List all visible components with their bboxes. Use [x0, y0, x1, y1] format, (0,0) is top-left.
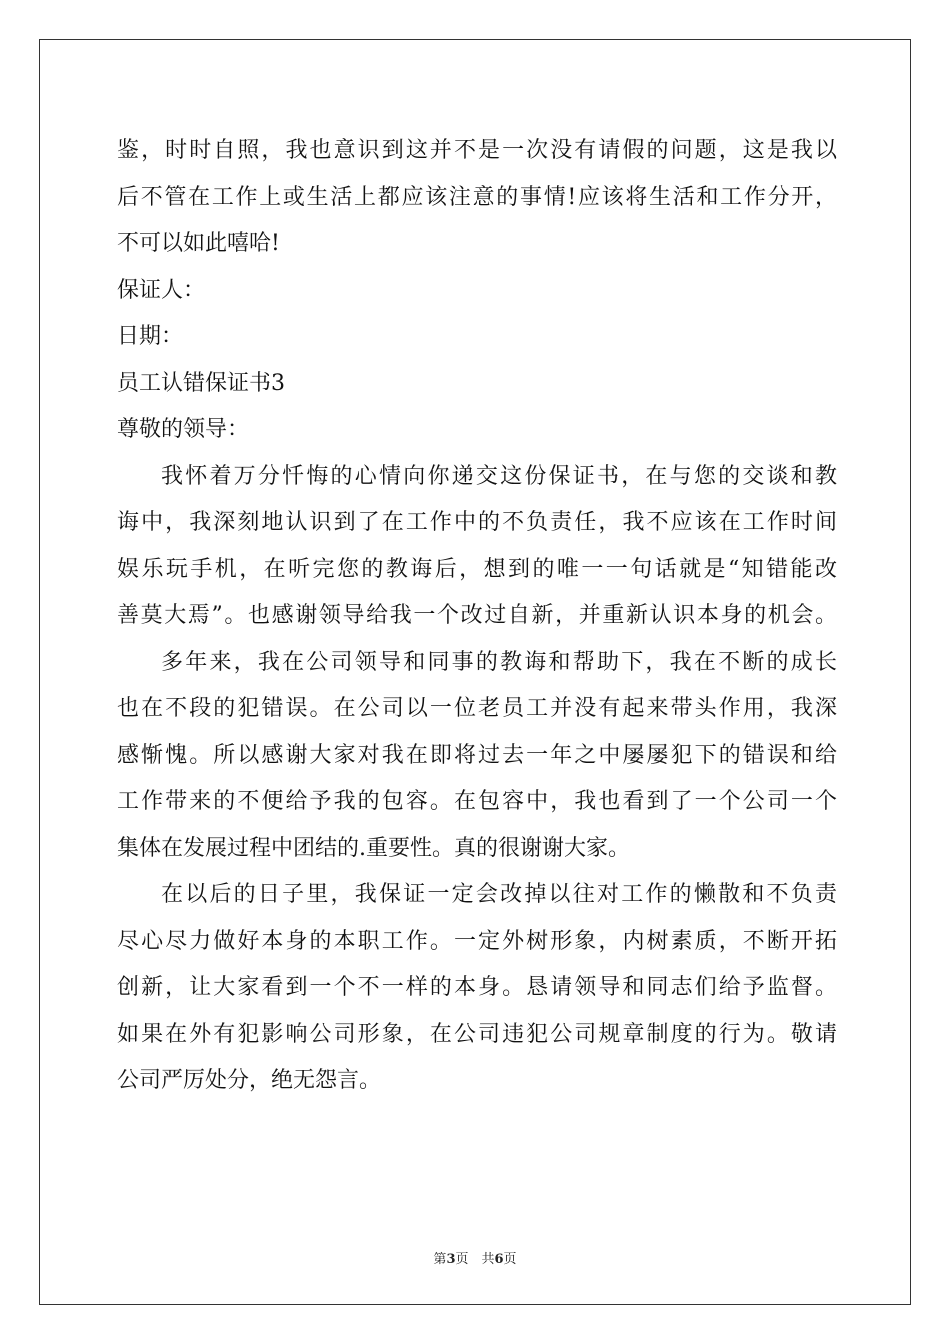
- text-line: 娱乐玩手机，在听完您的教诲后，想到的唯一一句话就是“知错能改: [117, 556, 837, 582]
- text-line: 善莫大焉”。也感谢领导给我一个改过自新，并重新认识本身的机会。: [117, 603, 837, 628]
- text-line: 保证人：: [117, 277, 206, 303]
- text-line: 如果在外有犯影响公司形象，在公司违犯公司规章制度的行为。敬请: [117, 1021, 837, 1047]
- document-body: [117, 128, 837, 1105]
- text-line: 鉴，时时自照，我也意识到这并不是一次没有请假的问题，这是我以: [117, 138, 837, 163]
- text-line: 日期：: [117, 324, 184, 349]
- footer-total-pages: 6: [494, 1252, 504, 1267]
- text-line: 我怀着万分忏悔的心情向你递交这份保证书，在与您的交谈和教: [161, 463, 837, 489]
- text-line: 员工认错保证书3: [117, 370, 285, 396]
- text-line: 创新，让大家看到一个不一样的本身。恳请领导和同志们给予监督。: [117, 975, 837, 1000]
- text-line: 在以后的日子里，我保证一定会改掉以往对工作的懒散和不负责: [161, 882, 837, 907]
- text-line: 工作带来的不便给予我的包容。在包容中，我也看到了一个公司一个: [117, 789, 837, 814]
- footer-page-suffix: 页 共: [455, 1252, 495, 1267]
- footer-total-suffix: 页: [503, 1252, 517, 1267]
- text-line: 也在不段的犯错误。在公司以一位老员工并没有起来带头作用，我深: [117, 696, 837, 721]
- text-line: 尽心尽力做好本身的本职工作。一定外树形象，内树素质，不断开拓: [117, 928, 837, 954]
- text-line: 多年来，我在公司领导和同事的教诲和帮助下，我在不断的成长: [161, 649, 837, 675]
- text-line: 公司严厉处分，绝无怨言。: [117, 1068, 382, 1093]
- text-line: 诲中，我深刻地认识到了在工作中的不负责任，我不应该在工作时间: [117, 510, 837, 535]
- text-line: 后不管在工作上或生活上都应该注意的事情!应该将生活和工作分开，: [117, 184, 837, 210]
- text-line: 集体在发展过程中团结的.重要性。真的很谢谢大家。: [117, 835, 630, 861]
- page-footer: [0, 1248, 950, 1267]
- footer-page-number: 3: [446, 1252, 456, 1267]
- footer-prefix: 第: [433, 1252, 447, 1267]
- text-line: 尊敬的领导：: [117, 417, 250, 442]
- text-line: 不可以如此嘻哈!: [117, 231, 280, 256]
- text-line: 感惭愧。所以感谢大家对我在即将过去一年之中屡屡犯下的错误和给: [117, 742, 837, 768]
